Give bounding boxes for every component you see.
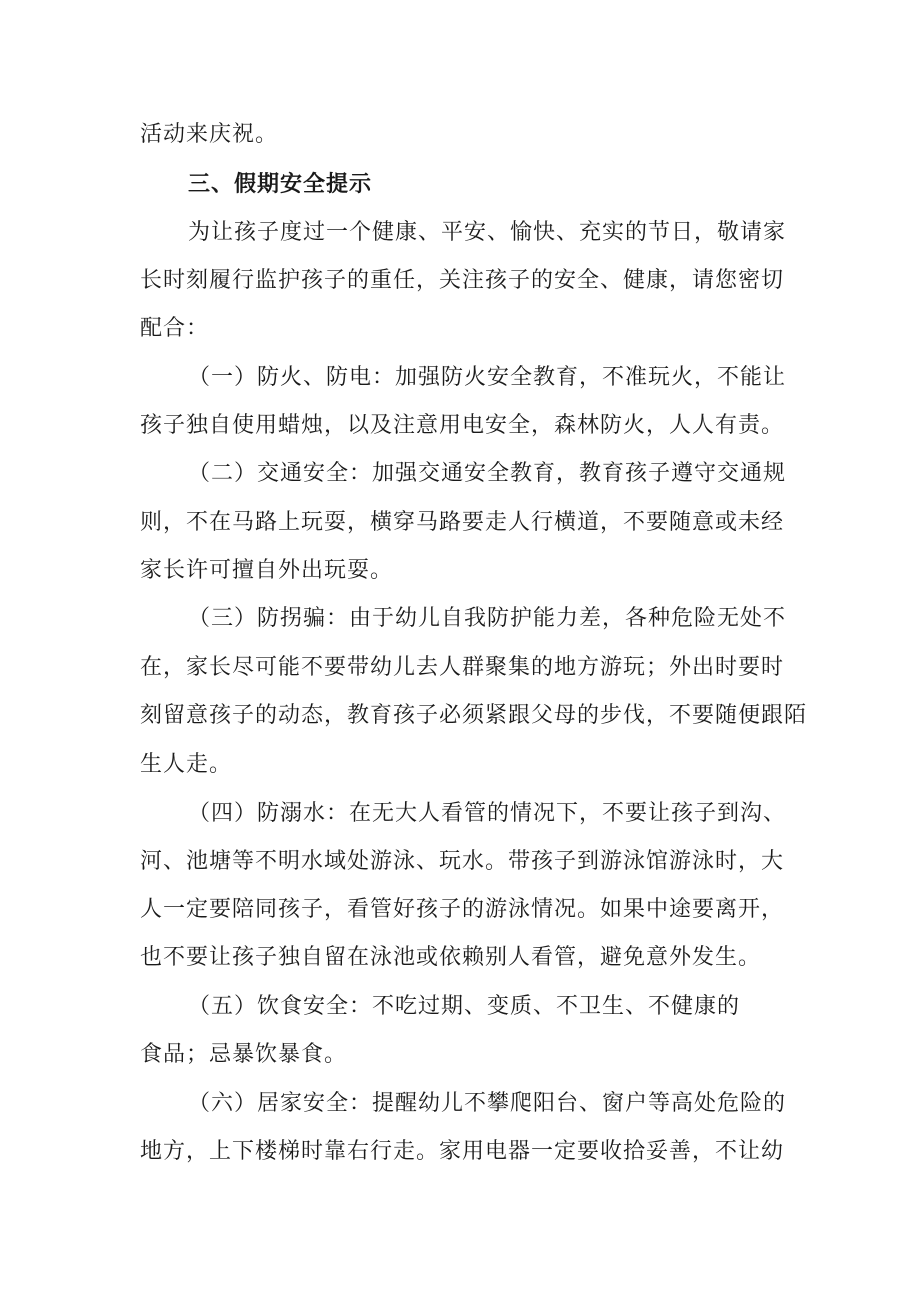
item-drowning-line: （四）防溺水：在无大人看管的情况下，不要让孩子到沟、 [188, 801, 787, 826]
item-food-line: （五）饮食安全：不吃过期、变质、不卫生、不健康的 [188, 994, 741, 1019]
item-abduction-line: 生人走。 [140, 752, 233, 777]
item-food-line: 食品；忌暴饮暴食。 [140, 1042, 348, 1067]
item-drowning-line: 也不要让孩子独自留在泳池或依赖别人看管，避免意外发生。 [140, 945, 762, 970]
item-home-line: （六）居家安全：提醒幼儿不攀爬阳台、窗户等高处危险的 [188, 1091, 787, 1116]
section-heading: 三、假期安全提示 [188, 172, 373, 197]
item-abduction-line: 在，家长尽可能不要带幼儿去人群聚集的地方游玩；外出时要时 [140, 655, 785, 680]
item-traffic-line: （二）交通安全：加强交通安全教育，教育孩子遵守交通规 [188, 461, 787, 486]
item-traffic-line: 家长许可擅自外出玩耍。 [140, 558, 394, 583]
continuation-line: 活动来庆祝。 [140, 122, 279, 147]
item-abduction-line: 刻留意孩子的动态，教育孩子必须紧跟父母的步伐，不要随便跟陌 [140, 703, 808, 728]
item-traffic-line: 则，不在马路上玩耍，横穿马路要走人行横道，不要随意或未经 [140, 510, 785, 535]
item-abduction-line: （三）防拐骗：由于幼儿自我防护能力差，各种危险无处不 [188, 606, 787, 631]
item-home-line: 地方，上下楼梯时靠右行走。家用电器一定要收拾妥善，不让幼 [140, 1139, 785, 1164]
intro-line: 配合： [140, 316, 210, 341]
intro-line: 为让孩子度过一个健康、平安、愉快、充实的节日，敬请家 [188, 220, 787, 245]
item-drowning-line: 人一定要陪同孩子，看管好孩子的游泳情况。如果中途要离开， [140, 897, 785, 922]
item-fire-line: （一）防火、防电：加强防火安全教育，不准玩火，不能让 [188, 365, 787, 390]
item-drowning-line: 河、池塘等不明水域处游泳、玩水。带孩子到游泳馆游泳时，大 [140, 849, 785, 874]
intro-line: 长时刻履行监护孩子的重任，关注孩子的安全、健康，请您密切 [140, 268, 785, 293]
item-fire-line: 孩子独自使用蜡烛，以及注意用电安全，森林防火，人人有责。 [140, 413, 785, 438]
